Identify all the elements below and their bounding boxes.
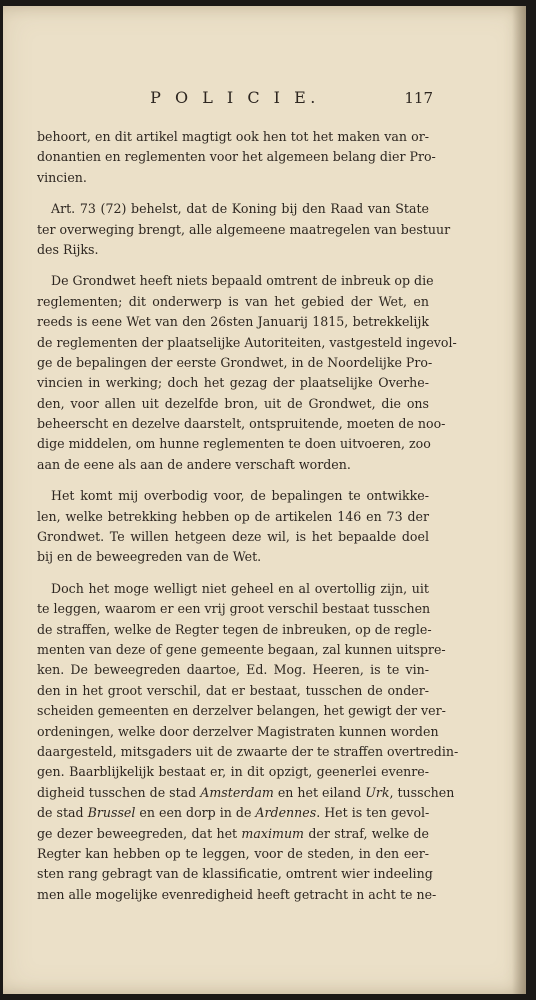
- text-line: gen. Baarblijkelijk bestaat er, in dit opzigt, geenerlei evenre-: [37, 764, 429, 780]
- text-line: de stad Brussel en een dorp in de Ardennes. Het is ten gevol-: [37, 805, 430, 821]
- text-line: des Rijks.: [37, 241, 99, 257]
- text-line: men alle mogelijke evenredigheid heeft getracht in acht te ne-: [37, 886, 437, 902]
- body-text: [37, 127, 459, 916]
- text-line: Het komt mij overbodig voor, de bepalingen te ontwikke-: [51, 488, 429, 504]
- paragraph: [37, 271, 457, 475]
- paragraph: [37, 127, 436, 188]
- text-line: dige middelen, om hunne reglementen te doen uitvoeren, zoo: [37, 436, 431, 452]
- text-line: den in het groot verschil, dat er bestaat, tusschen de onder-: [37, 682, 429, 698]
- text-line: de straffen, welke de Regter tegen de inbreuken, op de regle-: [37, 621, 432, 637]
- text-line: den, voor allen uit dezelfde bron, uit de Grondwet, die ons: [37, 395, 429, 411]
- text-line: beheerscht en dezelve daarstelt, ontspruitende, moeten de noo-: [37, 416, 446, 432]
- text-line: menten van deze of gene gemeente begaan, zal kunnen uitspre-: [37, 641, 446, 657]
- text-line: vincien.: [37, 169, 87, 185]
- text-line: Regter kan hebben op te leggen, voor de steden, in den eer-: [37, 845, 429, 861]
- text-line: De Grondwet heeft niets bepaald omtrent de inbreuk op die: [51, 273, 434, 289]
- running-title: P O L I C I E.: [150, 88, 320, 107]
- text-line: scheiden gemeenten en derzelver belangen, het gewigt der ver-: [37, 703, 446, 719]
- text-line: ge dezer beweegreden, dat het maximum der straf, welke de: [37, 825, 429, 841]
- text-line: ge de bepalingen der eerste Grondwet, in de Noordelijke Pro-: [37, 354, 433, 370]
- text-line: bij en de beweegreden van de Wet.: [37, 549, 262, 565]
- text-line: vincien in werking; doch het gezag der plaatselijke Overhe-: [37, 375, 429, 391]
- paragraph: [37, 579, 459, 905]
- text-line: Grondwet. Te willen hetgeen deze wil, is het bepaalde doel: [37, 529, 429, 545]
- text-line: Art. 73 (72) behelst, dat de Koning bij den Raad van State: [51, 201, 429, 217]
- text-line: ter overweging brengt, alle algemeene maatregelen van bestuur: [37, 221, 451, 237]
- text-line: de reglementen der plaatselijke Autoriteiten, vastgesteld ingevol-: [37, 334, 457, 350]
- page-number: 117: [404, 89, 433, 107]
- text-line: ken. De beweegreden daartoe, Ed. Mog. Heeren, is te vin-: [37, 662, 429, 678]
- paragraph: [37, 486, 429, 568]
- text-line: te leggen, waarom er een vrij groot verschil bestaat tusschen: [37, 601, 431, 617]
- paragraph: [37, 199, 451, 260]
- binding-shadow: [512, 6, 526, 994]
- text-line: daargesteld, mitsgaders uit de zwaarte der te straffen overtredin-: [37, 743, 459, 759]
- text-line: donantien en reglementen voor het algemeen belang dier Pro-: [37, 149, 436, 165]
- text-line: Doch het moge welligt niet geheel en al overtollig zijn, uit: [51, 580, 429, 596]
- text-line: sten rang gebragt van de klassificatie, omtrent wier indeeling: [37, 866, 433, 882]
- text-line: digheid tusschen de stad Amsterdam en het eiland Urk, tusschen: [37, 784, 455, 800]
- text-line: aan de eene als aan de andere verschaft worden.: [37, 456, 351, 472]
- book-page: [3, 6, 526, 994]
- text-line: ordeningen, welke door derzelver Magistraten kunnen worden: [37, 723, 439, 739]
- text-line: len, welke betrekking hebben op de artikelen 146 en 73 der: [37, 508, 429, 524]
- text-line: behoort, en dit artikel magtigt ook hen tot het maken van or-: [37, 129, 429, 144]
- text-line: reeds is eene Wet van den 26sten Januarij 1815, betrekkelijk: [37, 314, 429, 330]
- text-line: reglementen; dit onderwerp is van het gebied der Wet, en: [37, 293, 429, 309]
- page-header: [37, 86, 433, 112]
